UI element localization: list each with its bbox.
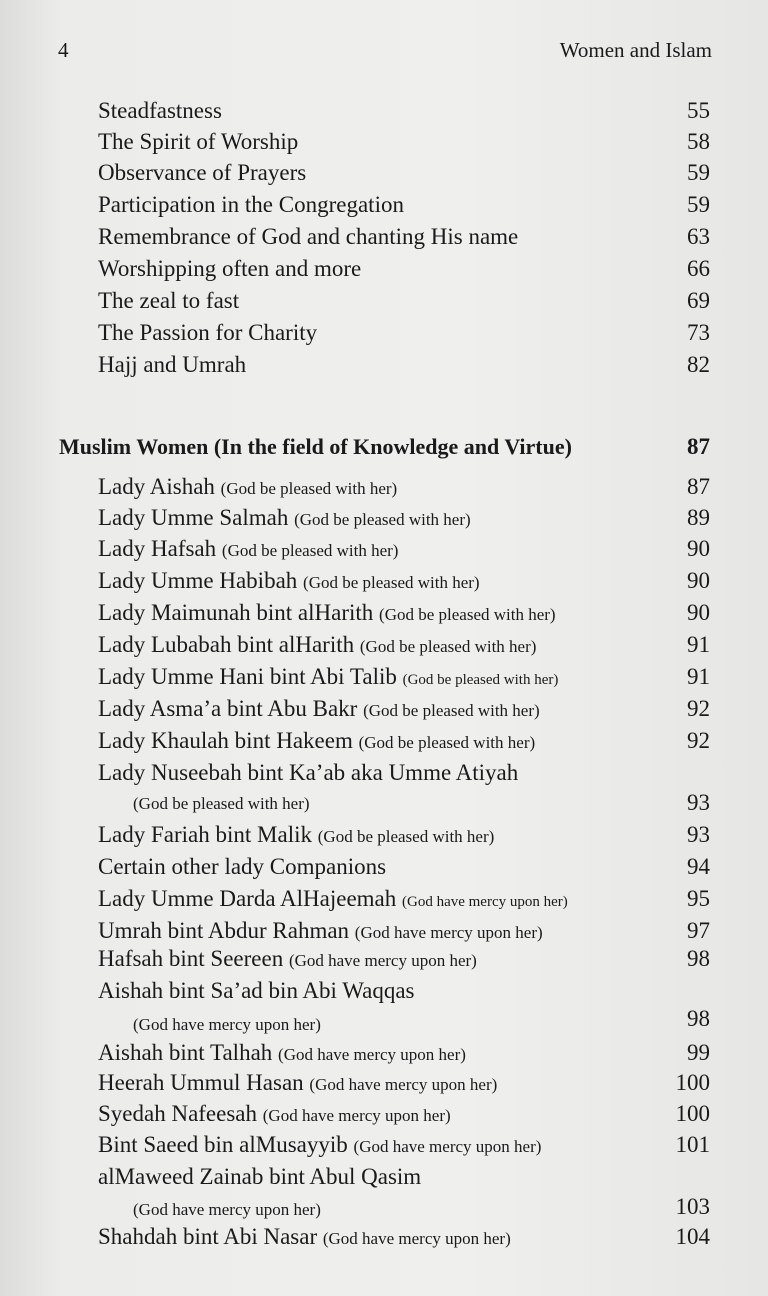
- toc-entry-note: (God have mercy upon her): [133, 1200, 321, 1219]
- toc-entry-note: (God have mercy upon her): [288, 951, 477, 970]
- toc-entry-page: 59: [687, 192, 710, 217]
- toc-entry-title: Lady Umme Habibah: [98, 568, 304, 593]
- toc-entry-page: 55: [687, 98, 710, 123]
- toc-entry-title: The Passion for Charity: [98, 320, 318, 345]
- toc-entry-page: 59: [687, 160, 710, 185]
- toc-entry-note: (God have mercy upon her): [354, 923, 543, 942]
- toc-entry-page: 63: [687, 224, 710, 249]
- toc-entry-page: 91: [687, 632, 710, 657]
- toc-entry-page: 69: [687, 288, 710, 313]
- toc-entry-title: Hajj and Umrah: [98, 352, 247, 377]
- page-header: [58, 38, 712, 68]
- toc-entry-page: 97: [687, 918, 710, 943]
- toc-entry-note: (God have mercy upon her): [353, 1137, 542, 1156]
- toc-entry-page: 73: [687, 320, 710, 345]
- toc-entry-note: (God be pleased with her): [402, 672, 559, 688]
- toc-entry-title: Lady Lubabah bint alHarith: [98, 632, 360, 657]
- section-heading-page: 87: [687, 434, 710, 459]
- toc-entry-note: (God be pleased with her): [220, 479, 398, 498]
- toc-entry-note: (God be pleased with her): [221, 541, 399, 560]
- toc-entry-page: 66: [687, 256, 710, 281]
- toc-entry-page: 90: [687, 568, 710, 593]
- toc-entry-note: (God be pleased with her): [379, 605, 556, 624]
- toc-entry-title: alMaweed Zainab bint Abul Qasim: [98, 1164, 422, 1189]
- toc-entry-page: 89: [687, 505, 710, 530]
- toc-entry-title: Lady Umme Darda AlHajeemah: [98, 886, 402, 911]
- section-heading-title: Muslim Women (In the field of Knowledge and Virtue): [59, 434, 572, 459]
- toc-entry-title: Lady Aishah: [98, 474, 221, 499]
- toc-entry-title: Aishah bint Sa’ad bin Abi Waqqas: [98, 978, 415, 1003]
- toc-entry-page: 98: [687, 946, 710, 971]
- toc-entry-page: 99: [687, 1040, 710, 1065]
- toc-entry-page: 90: [687, 600, 710, 625]
- toc-entry-page: 92: [687, 696, 710, 721]
- toc-entry-note: (God be pleased with her): [317, 827, 495, 846]
- toc-entry-note: (God have mercy upon her): [278, 1045, 466, 1064]
- toc-entry-page: 91: [687, 664, 710, 689]
- toc-entry-note: (God have mercy upon her): [262, 1106, 451, 1125]
- toc-entry-title: Lady Fariah bint Malik: [98, 822, 318, 847]
- toc-entry-page: 100: [675, 1101, 710, 1126]
- toc-entry-title: Remembrance of God and chanting His name: [98, 224, 519, 249]
- toc-entry-page: 94: [687, 854, 710, 879]
- toc-entry-title: Hafsah bint Seereen: [98, 946, 289, 971]
- toc-entry-title: The zeal to fast: [98, 288, 240, 313]
- toc-entry-title: Lady Nuseebah bint Ka’ab aka Umme Atiyah: [98, 760, 519, 785]
- toc-entry-title: Aishah bint Talhah: [98, 1040, 279, 1065]
- toc-entry-note: (God be pleased with her): [363, 701, 540, 720]
- toc-entry-page: 98: [687, 1006, 710, 1031]
- toc-entry-title: Lady Umme Hani bint Abi Talib: [98, 664, 403, 689]
- toc-entry-page: 82: [687, 352, 710, 377]
- running-title: Women and Islam: [559, 38, 712, 62]
- toc-entry-title: Lady Khaulah bint Hakeem: [98, 728, 359, 753]
- toc-entry-page: 95: [687, 886, 710, 911]
- toc-entry-title: Participation in the Congregation: [98, 192, 404, 217]
- toc-entry-note: (God have mercy upon her): [322, 1229, 511, 1248]
- toc-entry-title: Lady Asma’a bint Abu Bakr: [98, 696, 364, 721]
- toc-entry-note: (God have mercy upon her): [402, 894, 568, 910]
- toc-entry-note: (God be pleased with her): [303, 573, 480, 592]
- toc-entry-title: Umrah bint Abdur Rahman: [98, 918, 355, 943]
- toc-entry-page: 92: [687, 728, 710, 753]
- toc-entry-note: (God be pleased with her): [294, 510, 471, 529]
- toc-entry-title: Lady Umme Salmah: [98, 505, 295, 530]
- toc-entry-title: Worshipping often and more: [98, 256, 362, 281]
- toc-entry-page: 58: [687, 129, 710, 154]
- toc-entry-title: Shahdah bint Abi Nasar: [98, 1224, 323, 1249]
- toc-entry-title: The Spirit of Worship: [98, 129, 299, 154]
- toc-entry-title: Lady Hafsah: [98, 536, 222, 561]
- toc-entry-note: (God be pleased with her): [359, 637, 537, 656]
- toc-entry-page: 101: [675, 1132, 710, 1157]
- toc-entry-title: Syedah Nafeesah: [98, 1101, 263, 1126]
- toc-entry-note: (God have mercy upon her): [309, 1075, 498, 1094]
- toc-entry-note: (God have mercy upon her): [133, 1015, 321, 1034]
- toc-entry-page: 87: [687, 474, 710, 499]
- toc-entry-page: 100: [675, 1070, 710, 1095]
- toc-entry-page: 93: [687, 790, 710, 815]
- toc-entry-title: Observance of Prayers: [98, 160, 307, 185]
- toc-entry-title: Steadfastness: [98, 98, 222, 123]
- toc-entry-page: 93: [687, 822, 710, 847]
- toc-entry-title: Lady Maimunah bint alHarith: [98, 600, 380, 625]
- toc-entry-note: (God be pleased with her): [133, 794, 310, 813]
- toc-entry-page: 90: [687, 536, 710, 561]
- toc-entry-title: Certain other lady Companions: [98, 854, 387, 879]
- toc-entry-title: Bint Saeed bin alMusayyib: [98, 1132, 354, 1157]
- toc-entry-page: 104: [675, 1224, 710, 1249]
- toc-entry-page: 103: [675, 1194, 710, 1219]
- page-number: 4: [58, 38, 69, 62]
- toc-entry-note: (God be pleased with her): [358, 733, 536, 752]
- toc-entry-title: Heerah Ummul Hasan: [98, 1070, 310, 1095]
